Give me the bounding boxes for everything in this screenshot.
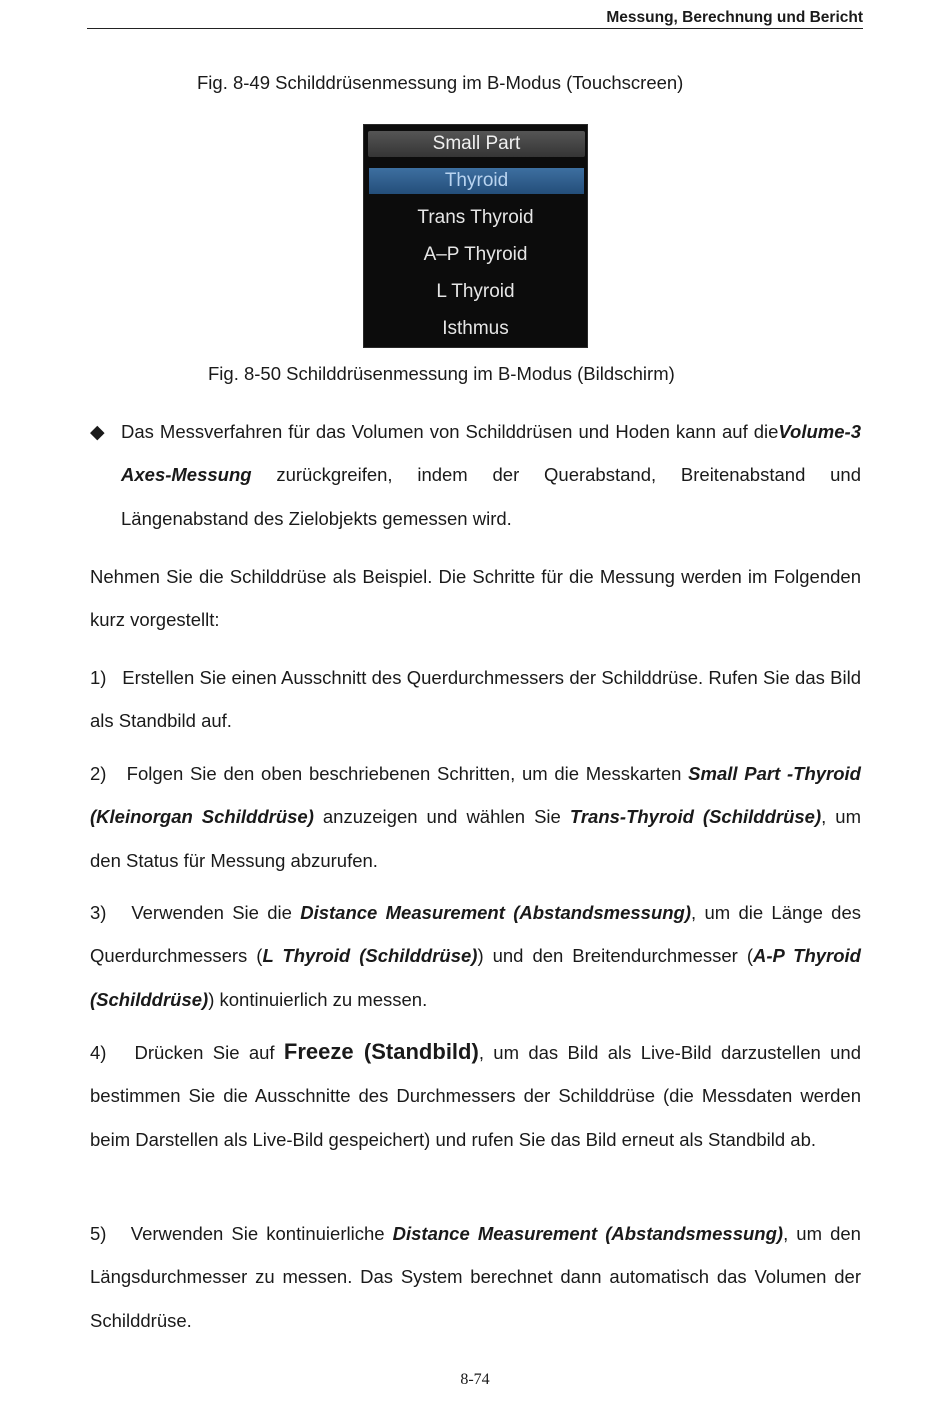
- step-2-emphasis-trans-thyroid: Trans-Thyroid (Schilddrüse): [569, 806, 822, 828]
- figure-caption-8-49: Fig. 8-49 Schilddrüsenmessung im B-Modus (Touchscreen): [197, 72, 684, 93]
- step-5: [90, 1212, 861, 1342]
- menu-item-l-thyroid[interactable]: L Thyroid: [436, 281, 515, 302]
- step-3-text-3: ) und den Breitendurchmesser (: [477, 945, 753, 967]
- bullet-text-1: Das Messverfahren für das Volumen von Schilddrüsen und Hoden kann auf die: [121, 421, 779, 442]
- step-3-emphasis-distance-measurement: Distance Measurement (Abstandsmessung): [300, 902, 692, 923]
- step-2-emphasis-small-part-thyroid: Small Part -Thyroid (Kleinorgan Schilddrüse): [90, 763, 861, 828]
- intro-paragraph: Nehmen Sie die Schilddrüse als Beispiel. Die Schritte für die Messung werden im Folgenden kurz vorgestellt:: [90, 566, 861, 631]
- menu-item-ap-thyroid[interactable]: A–P Thyroid: [423, 244, 528, 265]
- measurement-menu: [363, 124, 588, 348]
- step-2: [90, 752, 861, 882]
- step-2-text-2: anzuzeigen und wählen Sie: [313, 806, 570, 828]
- step-5-text-2: , um den Längsdurchmesser zu messen. Das System berechnet dann automatisch das Volumen der Schilddrüse.: [90, 1223, 861, 1331]
- step-3-text-1: 3) Verwenden Sie die: [90, 902, 301, 923]
- bullet-text-2: zurückgreifen, indem der Querabstand, Breitenabstand und Längenabstand des Zielobjekts gemessen wird.: [121, 464, 861, 529]
- step-4-emphasis-freeze: Freeze (Standbild): [283, 1039, 479, 1064]
- page-header: Messung, Berechnung und Bericht: [87, 7, 863, 29]
- bullet-emphasis-volume-3-axes: Volume-3 Axes-Messung: [121, 421, 861, 486]
- step-1: 1) Erstellen Sie einen Ausschnitt des Querdurchmessers der Schilddrüse. Rufen Sie das Bild als Standbild auf.: [90, 667, 861, 732]
- step-2-text-1: 2) Folgen Sie den oben beschriebenen Schritten, um die Messkarten: [90, 763, 689, 784]
- menu-item-thyroid[interactable]: Thyroid: [369, 168, 584, 194]
- step-4-text-1: 4) Drücken Sie auf: [90, 1042, 284, 1063]
- step-2-text-3: , um den Status für Messung abzurufen.: [90, 806, 862, 871]
- step-5-emphasis-distance-measurement: Distance Measurement (Abstandsmessung): [392, 1223, 784, 1244]
- figure-caption-8-50: Fig. 8-50 Schilddrüsenmessung im B-Modus (Bildschirm): [208, 363, 675, 384]
- bullet-paragraph: [121, 410, 861, 540]
- step-3-text-2: , um die Länge des Querdurchmessers (: [90, 902, 861, 967]
- page-number: 8-74: [460, 1371, 490, 1388]
- bullet-diamond-icon: ◆: [90, 422, 105, 443]
- step-3-emphasis-ap-thyroid: A-P Thyroid (Schilddrüse): [90, 945, 861, 1010]
- step-5-text-1: 5) Verwenden Sie kontinuierliche: [90, 1223, 393, 1244]
- step-3: [90, 891, 861, 1021]
- menu-item-trans-thyroid[interactable]: Trans Thyroid: [417, 207, 534, 228]
- step-3-emphasis-l-thyroid: L Thyroid (Schilddrüse): [262, 945, 478, 967]
- step-3-text-4: ) kontinuierlich zu messen.: [208, 988, 428, 1010]
- step-4-text-2: , um das Bild als Live-Bild darzustellen und bestimmen Sie die Ausschnitte des Durchmessers der Schilddrüse (die Messdaten werden beim Darstellen als Live-Bild gespeichert) und rufen Sie das Bild erneut als Standbild ab.: [90, 1042, 861, 1150]
- step-4: [90, 1030, 861, 1161]
- menu-title-small-part[interactable]: Small Part: [368, 131, 585, 157]
- menu-item-isthmus[interactable]: Isthmus: [442, 318, 509, 339]
